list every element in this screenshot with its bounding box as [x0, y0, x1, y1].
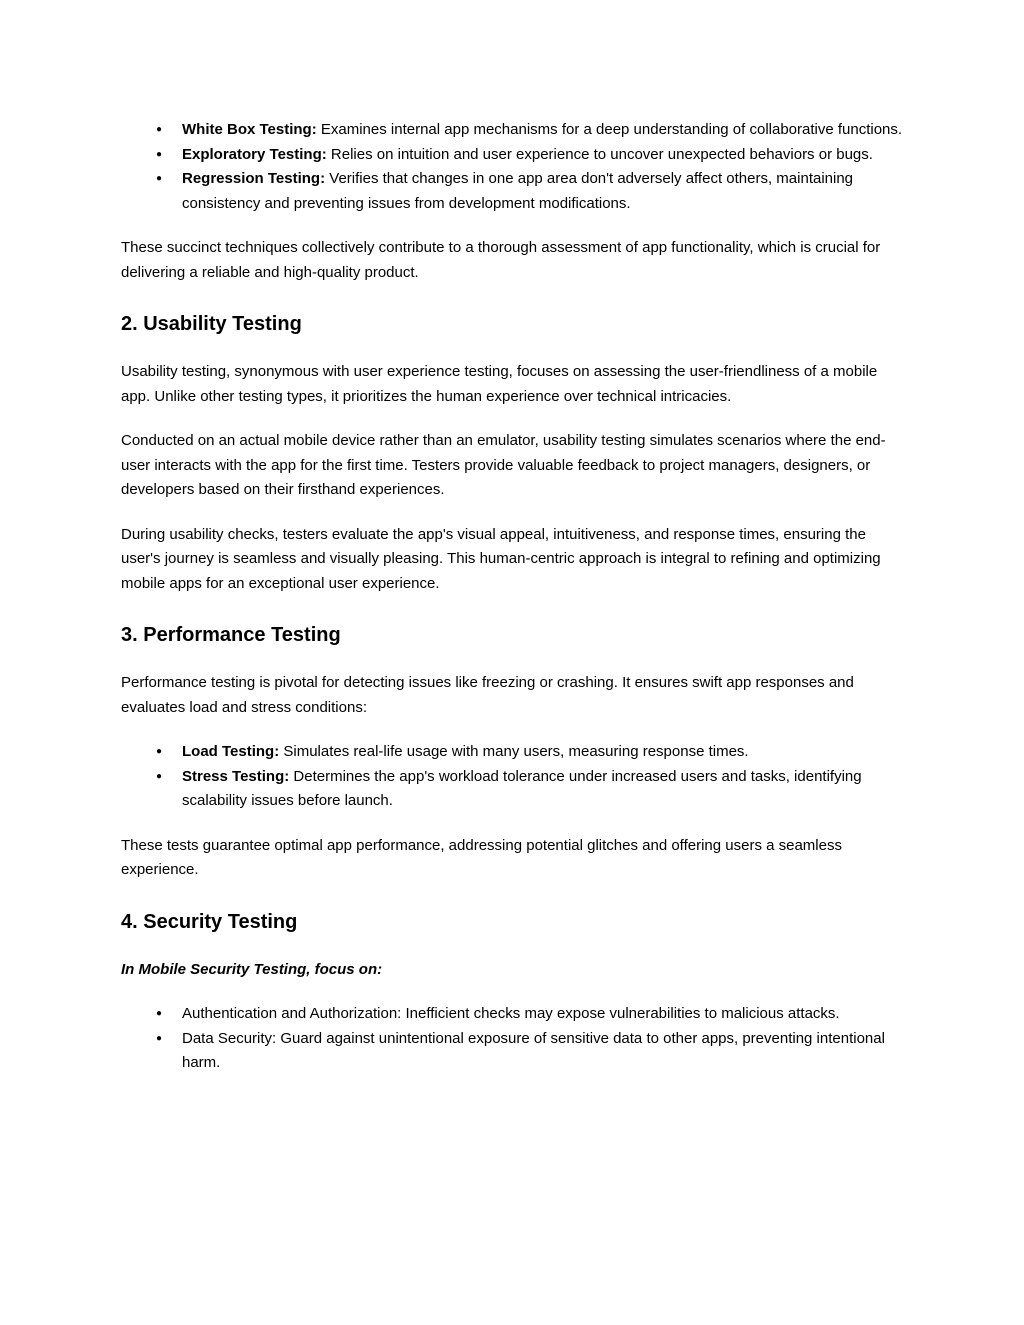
security-testing-list: [121, 1002, 903, 1076]
bullet-text: Verifies that changes in one app area don't adversely affect others, maintaining consistency and preventing issues from development modifications.: [182, 170, 854, 212]
list-item: [182, 1027, 903, 1076]
paragraph-performance-intro: Performance testing is pivotal for detecting issues like freezing or crashing. It ensures swift app responses and evaluates load and stress conditions:: [121, 674, 854, 716]
bullet-text: Examines internal app mechanisms for a deep understanding of collaborative functions.: [316, 121, 903, 138]
heading-performance-testing: 3. Performance Testing: [121, 624, 341, 646]
paragraph-functional-outro: These succinct techniques collectively contribute to a thorough assessment of app functionality, which is crucial for delivering a reliable and high-quality product.: [121, 239, 881, 281]
paragraph-performance-outro: These tests guarantee optimal app performance, addressing potential glitches and offering users a seamless experience.: [121, 836, 842, 878]
bullet-text: Authentication and Authorization: Inefficient checks may expose vulnerabilities to malicious attacks.: [182, 1005, 840, 1022]
bullet-term: Stress Testing:: [182, 767, 290, 785]
heading-usability-testing: 2. Usability Testing: [121, 313, 302, 335]
bullet-term: White Box Testing:: [182, 121, 317, 138]
paragraph-usability-3: During usability checks, testers evaluate the app's visual appeal, intuitiveness, and response times, ensuring the user's journey is seamless and visually pleasing. This human-centric approach is integral to refining and optimizing mobile apps for an exceptional user experience.: [121, 525, 881, 592]
bullet-term: Exploratory Testing:: [182, 145, 327, 163]
list-item: [182, 118, 903, 143]
performance-testing-list: [121, 740, 903, 814]
list-item: [182, 765, 903, 814]
bullet-term: Load Testing:: [182, 743, 280, 760]
bullet-text: Simulates real-life usage with many users, measuring response times.: [279, 743, 749, 760]
paragraph-security-lead: In Mobile Security Testing, focus on:: [121, 960, 383, 978]
bullet-term: Regression Testing:: [182, 170, 326, 187]
paragraph-usability-1: Usability testing, synonymous with user experience testing, focuses on assessing the user-friendliness of a mobile app. Unlike other testing types, it prioritizes the human experience over technical intricacies.: [121, 363, 878, 405]
list-item: [182, 740, 903, 765]
list-item: [182, 1002, 903, 1027]
heading-security-testing: 4. Security Testing: [121, 910, 298, 933]
bullet-text: Determines the app's workload tolerance under increased users and tasks, identifying scalability issues before launch.: [182, 767, 862, 809]
bullet-text: Data Security: Guard against unintentional exposure of sensitive data to other apps, preventing intentional harm.: [182, 1029, 885, 1071]
list-item: [182, 167, 903, 216]
list-item: [182, 143, 903, 168]
bullet-text: Relies on intuition and user experience to uncover unexpected behaviors or bugs.: [326, 145, 873, 163]
functional-testing-list: [121, 118, 903, 216]
paragraph-usability-2: Conducted on an actual mobile device rather than an emulator, usability testing simulates scenarios where the end-user interacts with the app for the first time. Testers provide valuable feedback to project managers, designers, or developers based on their firsthand experiences.: [121, 432, 886, 498]
